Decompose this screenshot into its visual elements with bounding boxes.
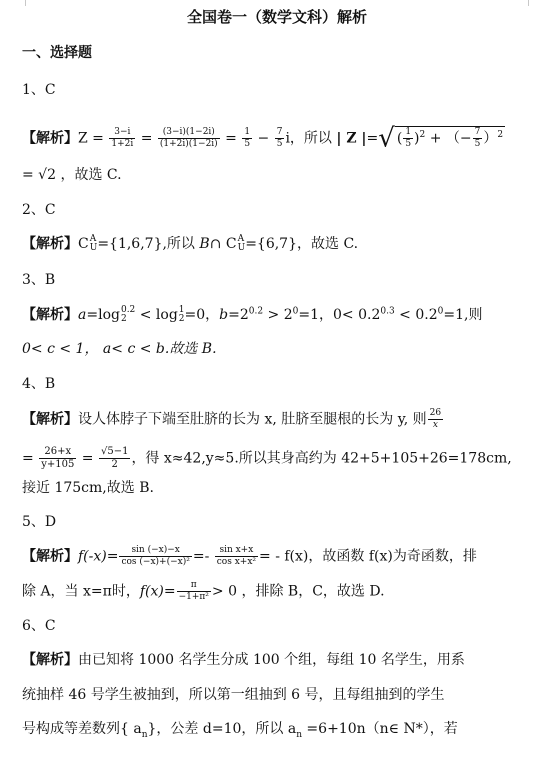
q5-number: 5、D <box>22 514 57 530</box>
solution-tag: 【解析】 <box>22 130 78 147</box>
q1-fraction: $\frac{3-i}{1+2i}$ <box>111 127 134 149</box>
q1-fraction: $\frac{(3-i)(1-2i)}{(1+2i)(1-2i)}$ <box>159 127 218 149</box>
q3-number: 3、B <box>22 272 56 288</box>
section-heading: 一、选择题 <box>22 45 92 61</box>
q1-solution-line1: 【解析】Z = $\frac{3-i}{1+2i}$ = $\frac{(3-i)(1-2i)}{(1+2i)(1-2i)}$ = $\frac{1}{5}$ − $\frac{7}{5}$ i，所以 | Z |=√ ( $\frac{1}{5}$ )$^2$ + （− $\frac{7}{5}$ ）$^2$ <box>22 123 504 154</box>
q1-number: 1、C <box>22 82 56 98</box>
q4-solution-line2: = $\frac{26+x}{y+105}$ = $\frac{√5-1}{2}$ ，得 x≈42,y≈5.所以其身高约为 42+5+105+26=178cm, <box>22 446 512 470</box>
q1-z: Z = <box>78 130 104 147</box>
q6-solution-line2: 统抽样 46 号学生被抽到，所以第一组抽到 6 号，且每组抽到的学生 <box>22 687 445 703</box>
q1-radicand: ( $\frac{1}{5}$ )$^2$ + （− $\frac{7}{5}$ ）$^2$ <box>396 127 504 149</box>
q6-solution-line1: 【解析】由已知将 1000 名学生分成 100 个组，每组 10 名学生，用系 <box>22 652 465 668</box>
q6-solution-line3: 号构成等差数列{ $a_n$}，公差 d=10，所以 $a_n$ =6+10n（n∈ N*），若 <box>22 721 458 740</box>
q3-solution-line2: 0< c < 1， a< c < b.故选 B. <box>22 341 217 357</box>
q1-result: = √2 ，故选 C. <box>22 167 122 183</box>
q3-solution-line1: 【解析】a=log 0.2 2 < log 1 2 =0，$b=2^{0.2} > 2^0=1$，$0< 0.2^{0.3} < 0.2^0=1$,则 <box>22 305 483 324</box>
sqrt-icon: √ <box>378 123 395 154</box>
q1-fraction: $\frac{7}{5}$ <box>276 127 283 149</box>
q5-solution-line2: 除 A，当 x=π时，f(x)= $\frac{\pi}{\text{−1+π²}}$ > 0 ，排除 B，C，故选 D. <box>22 580 385 602</box>
q5-solution-line1: 【解析】f(-x)= $\frac{\sin (-x)-x}{\text{cos (−x)+(−x)²}}$ =- $\frac{\text{sin x+x}}{\text{cos x+x²}}$ = - f(x)，故函数 f(x)为奇函数，排 <box>22 545 477 567</box>
q2-number: 2、C <box>22 202 56 218</box>
q4-number: 4、B <box>22 376 56 392</box>
q1-fraction: $\frac{1}{5}$ <box>244 127 251 149</box>
page-title: 全国卷一（数学文科）解析 <box>186 8 367 26</box>
q2-solution: 【解析】C A U ={1,6,7},所以 B∩ C A U ={6,7}，故选 C. <box>22 234 359 253</box>
q4-solution-line3: 接近 175cm,故选 B. <box>22 480 154 496</box>
q6-number: 6、C <box>22 618 56 634</box>
q1-abs-z: | Z | <box>336 130 367 147</box>
q4-solution-line1: 【解析】设人体脖子下端至肚脐的长为 x, 肚脐至腿根的长为 y, 则 $\frac{26}{x}$ <box>22 408 442 430</box>
